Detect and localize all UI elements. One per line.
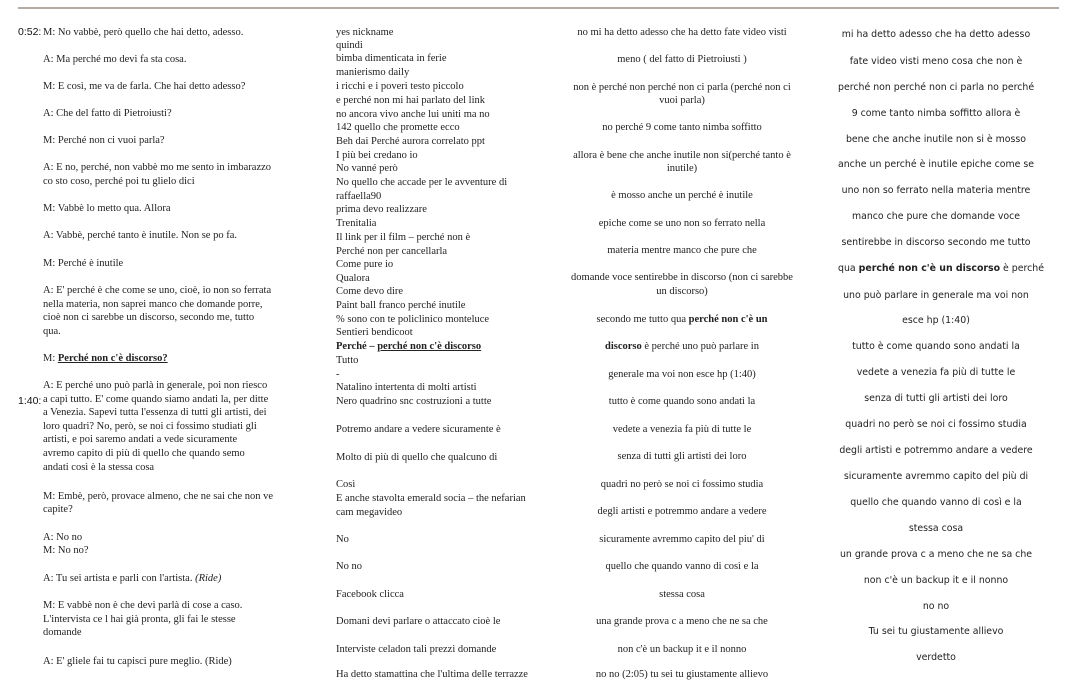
- transcript-line: [43, 572, 221, 585]
- transcript-line: A: E' gliele fai tu capisci pure meglio. (Ride): [43, 656, 232, 667]
- recognition-line: quello che quando vanno di così e la: [850, 497, 1022, 508]
- recognition-line: uno può parlare in generale ma voi non: [843, 290, 1029, 301]
- notes-line: e perché non mi hai parlato del link: [336, 95, 485, 106]
- recognition-line: non c'è un backup it e il nonno: [617, 644, 747, 655]
- recognition-line: tutto è come quando sono andati la: [608, 396, 756, 407]
- transcript-line: andati così è la stessa cosa: [43, 462, 155, 473]
- recognition-line: stessa cosa: [908, 523, 964, 534]
- notes-line: Nero quadrino snc costruzioni a tutte: [336, 396, 492, 407]
- notes-line: No no: [336, 561, 362, 572]
- recognition-line: senza di tutti gli artisti dei loro: [617, 451, 747, 462]
- recognition-line: sentirebbe in discorso secondo me tutto: [841, 237, 1031, 248]
- transcript-line: domande: [43, 627, 82, 638]
- highlight-question: perché non c'è un discorso: [858, 263, 1001, 274]
- recognition-line: degli artisti e potremmo andare a vedere: [839, 445, 1033, 456]
- transcript-line: loro quadri? No, però, se noi ci fossimo studiati gli: [43, 421, 257, 432]
- recognition-line: domande voce sentirebbe in discorso (non ci sarebbe: [571, 272, 793, 283]
- recognition-line: un grande prova c a meno che ne sa che: [839, 549, 1033, 560]
- notes-line: i ricchi e i poveri testo piccolo: [336, 81, 464, 92]
- recognition-line: 9 come tanto nimba soffitto allora è: [851, 108, 1021, 119]
- recognition-line: fate video visti meno cosa che non è: [849, 56, 1023, 67]
- recognition-line: [838, 262, 1045, 275]
- recognition-line: stessa cosa: [659, 589, 705, 600]
- transcript-line: M: E così, me va de farla. Che hai detto adesso?: [43, 81, 246, 92]
- notes-line: No quello che accade per le avventure di: [336, 177, 508, 188]
- transcript-line: A: Ma perché mo devi fa sta cosa.: [43, 54, 187, 65]
- recognition-line: allora è bene che anche inutile non si(perché tanto è: [573, 150, 791, 161]
- notes-line: Trenitalia: [336, 218, 377, 229]
- notes-line: E anche stavolta emerald socia – the nefarian: [336, 493, 526, 504]
- recognition-line: un discorso): [656, 286, 708, 297]
- notes-line: 142 quello che promette ecco: [336, 122, 460, 133]
- transcript-line: nella materia, non saprei manco che domande porre,: [43, 299, 263, 310]
- transcript-line: A: Che del fatto di Pietroiusti?: [43, 108, 172, 119]
- transcript-line: avremo capito di più di quello che quando semo: [43, 448, 245, 459]
- notes-line: Qualora: [336, 273, 370, 284]
- timestamp: 0:52:: [18, 26, 42, 38]
- transcript-line: cioè non ci sarebbe un discorso, secondo me, tutto: [43, 312, 255, 323]
- recognition-line: manco che pure che domande voce: [851, 211, 1021, 222]
- recognition-line: perché non perché non ci parla no perché: [838, 82, 1035, 93]
- notes-line: quindi: [336, 40, 363, 51]
- recognition-line: no perché 9 come tanto nimba soffitto: [602, 122, 762, 133]
- notes-line: Natalino intertenta di molti artisti: [336, 382, 477, 393]
- recognition-line: senza di tutti gli artisti dei loro: [864, 393, 1008, 404]
- transcript-line: M: Perché non ci vuoi parla?: [43, 135, 165, 146]
- line-text: è perché: [1000, 263, 1045, 274]
- recognition-line: sicuramente avremmo capito del piu' di: [599, 534, 765, 545]
- notes-line: Interviste celadon tali prezzi domande: [336, 644, 497, 655]
- recognition-line: Tu sei tu giustamente allievo: [868, 626, 1004, 637]
- notes-line: -: [336, 369, 340, 380]
- notes-line: Beh dai Perché aurora correlato ppt: [336, 136, 485, 147]
- notes-line: % sono con te policlinico monteluce: [336, 314, 490, 325]
- notes-line: prima devo realizzare: [336, 204, 427, 215]
- transcript-line: M: Embè, però, provace almeno, che ne sai che non ve: [43, 491, 274, 502]
- notes-line: Così: [336, 479, 356, 490]
- notes-line: Tutto: [336, 355, 359, 366]
- recognition-line: no mi ha detto adesso che ha detto fate video visti: [577, 27, 787, 38]
- recognition-line: vedete a venezia fa più di tutte le: [856, 367, 1016, 378]
- transcript-line: A: No no: [43, 532, 83, 543]
- recognition-line: quadri no però se noi ci fossimo studia: [845, 419, 1027, 430]
- transcript-line: A: E perché uno può parlà in generale, poi non riesco: [43, 380, 268, 391]
- notes-line: Come pure io: [336, 259, 394, 270]
- recognition-line: epiche come se uno non so ferrato nella: [598, 218, 766, 229]
- notes-line: raffaella90: [336, 191, 382, 202]
- transcript-line: A: E' perché è che come se uno, cioè, io non so ferrata: [43, 285, 272, 296]
- notes-line: No: [336, 534, 349, 545]
- recognition-line: [558, 340, 806, 353]
- notes-line: Potremo andare a vedere sicuramente è: [336, 424, 501, 435]
- transcript-line: M: Perché è inutile: [43, 258, 124, 269]
- recognition-line: degli artisti e potremmo andare a vedere: [597, 506, 767, 517]
- highlight-question: Perché non c'è discorso?: [57, 353, 168, 364]
- notes-line: manierismo daily: [336, 67, 410, 78]
- recognition-line: tutto è come quando sono andati la: [852, 341, 1020, 352]
- notes-line-highlight: [336, 340, 481, 353]
- stage-direction: (Ride): [195, 573, 222, 584]
- notes-line: Molto di più di quello che qualcuno di: [336, 452, 498, 463]
- recognition-line: una grande prova c a meno che ne sa che: [596, 616, 768, 627]
- transcript-line: M: Vabbè lo metto qua. Allora: [43, 203, 171, 214]
- transcript-line: M: E vabbè non è che devi parlà di cose a caso.: [43, 600, 243, 611]
- notes-line: bimba dimenticata in ferie: [336, 53, 447, 64]
- notes-line: I più bei credano io: [336, 150, 418, 161]
- recognition-line: generale ma voi non esce hp (1:40): [608, 369, 756, 380]
- notes-line: Come devo dire: [336, 286, 404, 297]
- recognition-line: vedete a venezia fa più di tutte le: [612, 424, 752, 435]
- recognition-line: meno ( del fatto di Pietroiusti ): [617, 54, 747, 65]
- highlight-question: discorso: [605, 341, 642, 352]
- recognition-line: uno non so ferrato nella materia mentre: [841, 185, 1031, 196]
- transcript-line: A: E no, perché, non vabbè mo me sento in imbarazzo: [43, 162, 272, 173]
- notes-line: No vanné però: [336, 163, 398, 174]
- recognition-line: sicuramente avremmo capito del più di: [843, 471, 1029, 482]
- notes-line: Ha detto stamattina che l'ultima delle terrazze: [336, 669, 528, 680]
- transcript-line: artisti, e poi saremo andati a vede sicuramente: [43, 434, 238, 445]
- line-text: secondo me tutto qua: [596, 314, 689, 325]
- transcript-line: qua.: [43, 326, 61, 337]
- transcript-line: a Venezia. Sapevi tutta l'essenza di tutti gli artisti, dei: [43, 407, 267, 418]
- recognition-line: no no: [922, 601, 950, 612]
- transcript-line: M: No no?: [43, 545, 89, 556]
- notes-line: Domani devi parlare o attaccato cioè le: [336, 616, 501, 627]
- recognition-line: è mosso anche un perché è inutile: [611, 190, 753, 201]
- highlight-question: perché non c'è discorso: [377, 341, 482, 352]
- recognition-line: mi ha detto adesso che ha detto adesso: [841, 29, 1031, 40]
- speaker-label: M:: [43, 353, 58, 364]
- notes-line: Il link per il film – perché non è: [336, 232, 471, 243]
- recognition-line: materia mentre manco che pure che: [607, 245, 757, 256]
- recognition-line: non c'è un backup it e il nonno: [863, 575, 1009, 586]
- notes-line: Sentieri bendicoot: [336, 327, 413, 338]
- transcript-line: M: No vabbè, però quello che hai detto, adesso.: [43, 27, 244, 38]
- recognition-line: vuoi parla): [659, 95, 705, 106]
- recognition-line: bene che anche inutile non si è mosso: [845, 134, 1027, 145]
- recognition-line: inutile): [666, 163, 698, 174]
- notes-line: Facebook clicca: [336, 589, 404, 600]
- notes-line: Perché non per cancellarla: [336, 246, 448, 257]
- recognition-line: verdetto: [916, 652, 956, 663]
- recognition-line: anche un perché è inutile epiche come se: [838, 159, 1035, 170]
- line-text: A: Tu sei artista e parli con l'artista.: [43, 573, 196, 584]
- notes-line: yes nickname: [336, 27, 394, 38]
- line-text: qua: [838, 263, 859, 274]
- line-text: è perché uno può parlare in: [641, 341, 759, 352]
- recognition-line: non è perché non perché non ci parla (perché non ci: [573, 82, 791, 93]
- recognition-line: [558, 313, 806, 326]
- transcript-line: a capì tutto. E' come quando siamo andati la, per ditte: [43, 394, 269, 405]
- notes-line: no ancora vivo anche lui uniti ma no: [336, 109, 490, 120]
- recognition-line: esce hp (1:40): [902, 315, 970, 326]
- transcript-line: co sto coso, perché poi tu glielo dici: [43, 176, 195, 187]
- transcript-line-highlight: [43, 352, 168, 365]
- transcript-line: capite?: [43, 504, 73, 515]
- recognition-line: quello che quando vanno di così e la: [605, 561, 759, 572]
- recognition-line: no no (2:05) tu sei tu giustamente allievo: [595, 669, 769, 680]
- notes-line: cam megavideo: [336, 507, 403, 518]
- timestamp: 1:40:: [18, 395, 42, 407]
- transcript-line: L'intervista ce l hai già pronta, gli fai le stesse: [43, 614, 236, 625]
- top-rule: [18, 7, 1059, 9]
- recognition-line: quadri no però se noi ci fossimo studia: [600, 479, 764, 490]
- notes-line: Paint ball franco perché inutile: [336, 300, 466, 311]
- highlight-question: perché non c'è un: [688, 314, 768, 325]
- transcript-line: A: Vabbè, perché tanto è inutile. Non se po fa.: [43, 230, 237, 241]
- highlight-prefix: Perché –: [336, 341, 378, 352]
